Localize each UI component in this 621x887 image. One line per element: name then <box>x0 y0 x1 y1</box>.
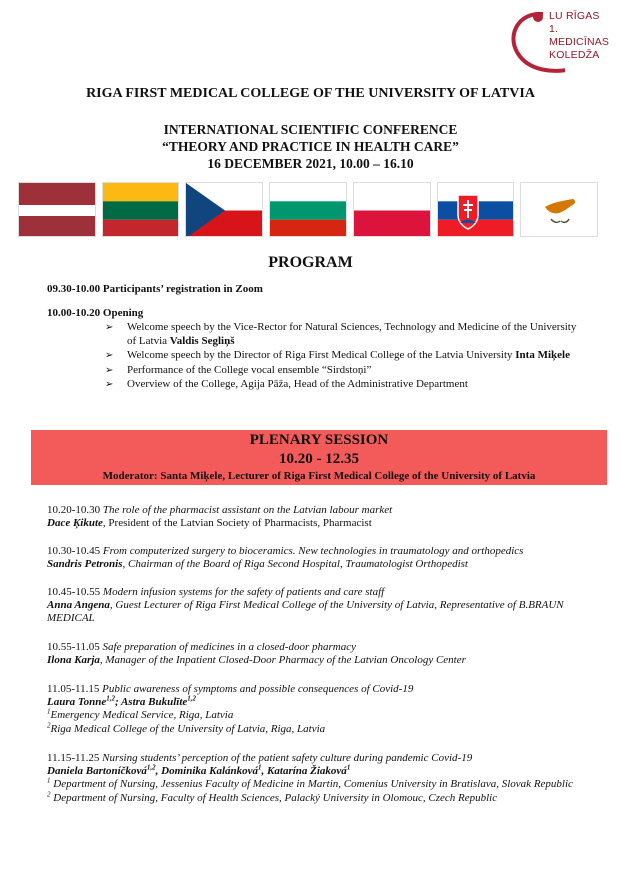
college-logo <box>505 8 617 80</box>
talk-title: Nursing students’ perception of the patient safety culture during pandemic Covid-19 <box>102 752 473 764</box>
affiliation: Emergency Medical Service, Riga, Latvia <box>50 709 234 722</box>
talk-item: 11.15-11.25 Nursing students’ perception of the patient safety culture during pandemic Covid-19 Daniela Bartoníčková$^{1,2}$, Dominika Kalánková$^1$, Katarína Žiaková$^1$ $^1$ Department of Nursing, Jessenius Faculty of Medicine in Martin, Comenius University in Bratislava, Slovak Republic $^2$ Department of Nursing, Faculty of Health Sciences, Palacký University in Olomouc, Czech Republic <box>47 752 573 804</box>
talk-speaker: Sandris Petronis <box>47 558 123 571</box>
talk-speaker: Katarína Žiaková <box>267 765 347 778</box>
logo-text <box>549 10 617 62</box>
talk-item: 10.20-10.30 The role of the pharmacist assistant on the Latvian labour market Dace Ķikute, President of the Latvian Society of Pharmacists, Pharmacist <box>47 504 393 530</box>
talk-title: Public awareness of symptoms and possible consequences of Covid-19 <box>102 683 414 695</box>
talk-title: The role of the pharmacist assistant on the Latvian labour market <box>102 504 393 516</box>
talk-item: 10.45-10.55 Modern infusion systems for the safety of patients and care staff Anna Angena, Guest Lecturer of Riga First Medical College of the University of Latvia, Representative of B.BRAUN MEDICAL <box>47 586 564 625</box>
conference-line1: INTERNATIONAL SCIENTIFIC CONFERENCE <box>163 122 458 137</box>
talk-speaker: Daniela Bartoníčková <box>47 765 147 778</box>
program-title: PROGRAM <box>268 254 353 271</box>
conference-title <box>0 121 621 172</box>
affiliation: Department of Nursing, Jessenius Faculty of Medicine in Martin, Comenius University in Bratislava, Slovak Republic <box>50 778 573 791</box>
plenary-moderator: Moderator: Santa Miķele, Lecturer of Riga First Medical College of the University of Latvia <box>102 470 536 482</box>
talk-item: 10.30-10.45 From computerized surgery to bioceramics. New technologies in traumatology and orthopedics Sandris Petronis, Chairman of the Board of Riga Second Hospital, Traumatologist Orthopedist <box>47 545 524 571</box>
cyprus-flag <box>520 182 598 237</box>
talk-title: Modern infusion systems for the safety of patients and care staff <box>102 586 385 598</box>
talk-speaker: Dace Ķikute <box>47 517 103 530</box>
talk-speaker: Astra Bukulīte <box>120 696 188 709</box>
talk-title: From computerized surgery to bioceramics. New technologies in traumatology and orthopedics <box>102 545 524 557</box>
arrow-bullet-icon: ➢ <box>105 322 114 333</box>
talk-speaker: Anna Angena <box>47 599 110 612</box>
slovakia-flag <box>437 182 515 237</box>
poland-flag <box>353 182 431 237</box>
logo-line2: 1. MEDICĪNAS <box>549 23 610 48</box>
talk-speaker: Ilona Karja <box>47 654 100 667</box>
talk-item: 11.05-11.15 Public awareness of symptoms and possible consequences of Covid-19 Laura Tonne$^{1,2}$; Astra Bukulīte$^{1,2}$ $^1$Emergency Medical Service, Riga, Latvia $^2$Riga Medical College of the University of Latvia, Riga, Latvia <box>47 683 414 735</box>
opening-item: ➢ Overview of the College, Agija Pāža, Head of the Administrative Department <box>105 378 468 391</box>
arrow-bullet-icon: ➢ <box>105 379 114 391</box>
plenary-time: 10.20 - 12.35 <box>279 451 359 467</box>
lithuania-flag <box>102 182 180 237</box>
opening-item: ➢ Welcome speech by the Director of Riga First Medical College of the Latvia University Inta Miķele <box>105 349 570 362</box>
talk-title: Safe preparation of medicines in a closed-door pharmacy <box>102 641 356 653</box>
registration-line: 09.30-10.00 Participants’ registration in Zoom <box>47 283 263 295</box>
opening-item: ➢ Welcome speech by the Vice-Rector for Natural Sciences, Technology and Medicine of the University of Latvia Valdis Segliņš <box>105 321 577 347</box>
university-title: RIGA FIRST MEDICAL COLLEGE OF THE UNIVERSITY OF LATVIA <box>86 86 535 101</box>
talk-speaker: Laura Tonne <box>47 696 107 709</box>
plenary-title: PLENARY SESSION <box>249 432 389 448</box>
talk-speaker: Dominika Kalánková <box>161 765 259 778</box>
arrow-bullet-icon: ➢ <box>105 364 114 376</box>
talk-item: 10.55-11.05 Safe preparation of medicines in a closed-door pharmacy Ilona Karja, Manager of the Inpatient Closed-Door Pharmacy of the Latvian Oncology Center <box>47 641 466 667</box>
arrow-bullet-icon: ➢ <box>105 350 114 362</box>
opening-line: 10.00-10.20 Opening <box>47 307 144 319</box>
logo-line3: KOLEDŽA <box>549 49 600 61</box>
latvia-flag <box>18 182 96 237</box>
conference-line2: “THEORY AND PRACTICE IN HEALTH CARE” <box>162 139 459 154</box>
plenary-session-banner <box>31 430 607 485</box>
logo-line1: LU RĪGAS <box>549 10 600 22</box>
affiliation: Riga Medical College of the University of Latvia, Riga, Latvia <box>50 722 326 735</box>
opening-item: ➢ Performance of the College vocal ensemble “Sirdstoņi” <box>105 363 372 376</box>
conference-date: 16 DECEMBER 2021, 10.00 – 16.10 <box>207 156 414 171</box>
flags-row <box>18 182 598 237</box>
bulgaria-flag <box>269 182 347 237</box>
czech-flag <box>185 182 263 237</box>
affiliation: Department of Nursing, Faculty of Health Sciences, Palacký University in Olomouc, Czech Republic <box>50 791 498 804</box>
opening-list <box>105 321 580 393</box>
